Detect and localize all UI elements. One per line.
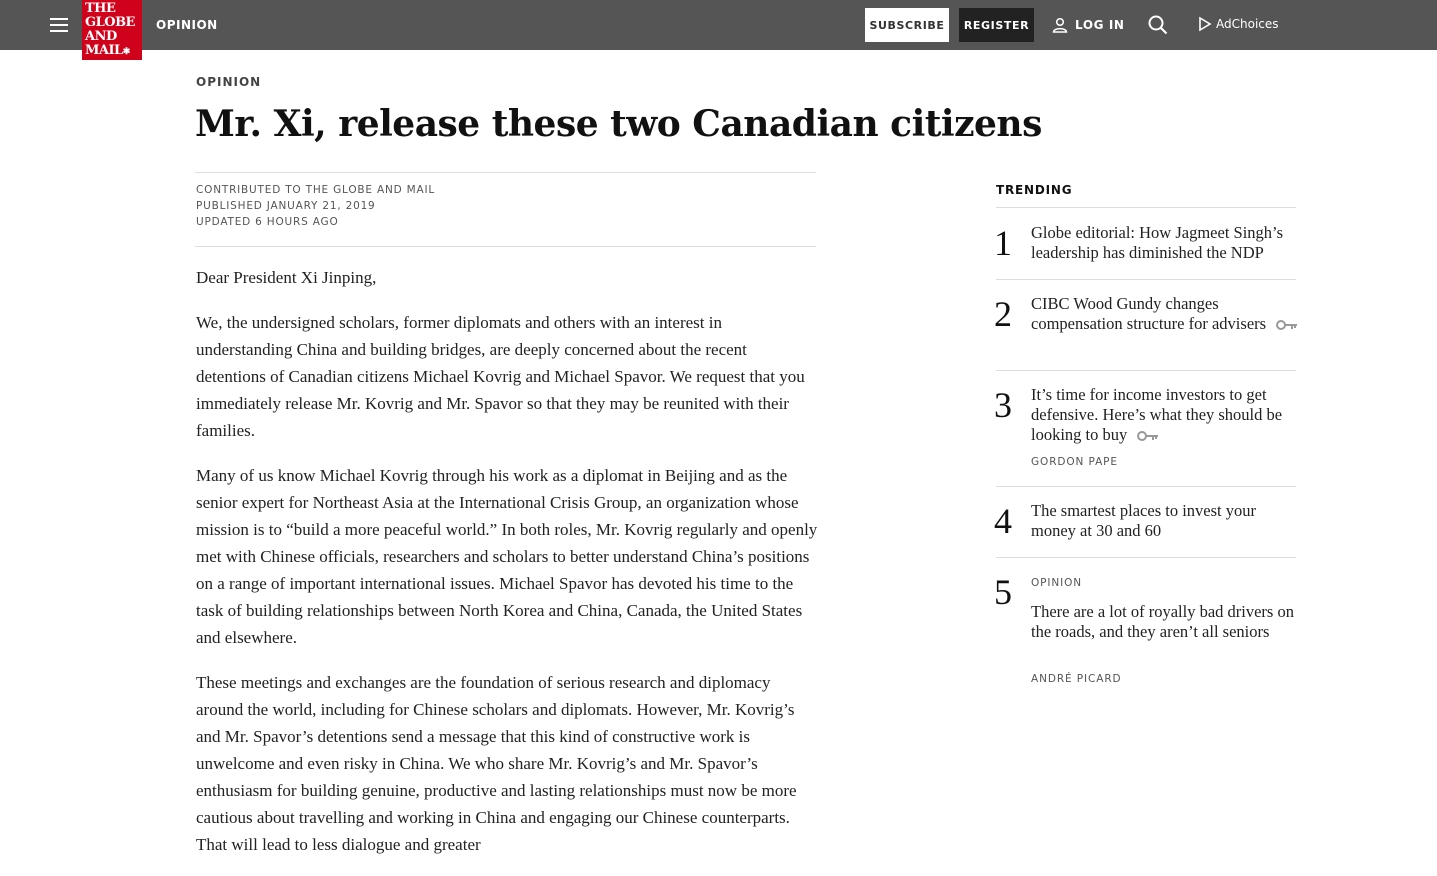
trending-item-link[interactable] — [1031, 385, 1299, 445]
logo-line: AND — [85, 29, 117, 44]
trending-author[interactable]: ANDRÉ PICARD — [1031, 673, 1122, 685]
subscriber-key-icon — [1276, 319, 1298, 331]
user-icon — [1052, 17, 1068, 33]
trending-item-text: It’s time for income investors to get defensive. Here’s what they should be looking to buy — [1031, 385, 1283, 444]
trending-title: TRENDING — [996, 183, 1073, 197]
article-body — [196, 264, 821, 876]
divider — [996, 279, 1296, 280]
article-kicker[interactable]: OPINION — [196, 75, 262, 89]
trending-item-kicker[interactable]: OPINION — [1031, 577, 1083, 589]
trending-item-link[interactable] — [1031, 294, 1299, 334]
logo-line: MAIL✱ — [85, 43, 130, 58]
article-published-date: PUBLISHED JANUARY 21, 2019 — [196, 200, 376, 212]
trending-item-link[interactable]: The smartest places to invest your money at 30 and 60 — [1031, 501, 1256, 540]
divider — [195, 246, 816, 247]
trending-item-link[interactable]: Globe editorial: How Jagmeet Singh’s leadership has diminished the NDP — [1031, 223, 1284, 262]
divider — [996, 207, 1296, 208]
article-contributor: CONTRIBUTED TO THE GLOBE AND MAIL — [196, 184, 436, 196]
divider — [996, 557, 1296, 558]
trending-rank: 5 — [994, 572, 1012, 612]
subscribe-button[interactable]: SUBSCRIBE — [865, 8, 949, 42]
login-button[interactable] — [1052, 16, 1125, 34]
trending-item-link[interactable]: There are a lot of royally bad drivers on the roads, and they aren’t all seniors — [1031, 602, 1294, 641]
article-paragraph: We, the undersigned scholars, former diplomats and others with an interest in understanding China and building bridges, are deeply concerned about the recent detentions of Canadian citizens Michael Kovrig and Michael Spavor. We request that you immediately release Mr. Kovrig and Mr. Spavor so that they may be reunited with their families. — [196, 313, 805, 440]
trending-rank: 4 — [994, 501, 1012, 541]
subscriber-key-icon — [1137, 430, 1159, 442]
article-headline: Mr. Xi, release these two Canadian citizens — [195, 103, 1042, 145]
trending-rank: 3 — [994, 385, 1012, 425]
trending-author[interactable]: GORDON PAPE — [1031, 456, 1118, 468]
section-opinion-link[interactable]: OPINION — [156, 18, 218, 32]
article-updated-date: UPDATED 6 HOURS AGO — [196, 216, 339, 228]
divider — [996, 370, 1296, 371]
trending-item-text: CIBC Wood Gundy changes compensation structure for advisers — [1031, 294, 1267, 333]
article-paragraph: Dear President Xi Jinping, — [196, 268, 377, 287]
search-icon[interactable] — [1148, 15, 1168, 35]
adchoices-icon — [1198, 16, 1212, 32]
trending-rank: 1 — [994, 223, 1012, 263]
login-label: LOG IN — [1075, 18, 1125, 32]
hamburger-menu-icon[interactable] — [48, 14, 70, 36]
adchoices-link[interactable] — [1198, 16, 1279, 32]
maple-leaf-icon: ✱ — [122, 47, 130, 57]
article-paragraph: These meetings and exchanges are the foundation of serious research and diplomacy around the world, including for Chinese scholars and diplomats. However, Mr. Kovrig’s and Mr. Spavor’s detentions send a message that this kind of constructive work is unwelcome and even risky in China. We who share Mr. Kovrig’s and Mr. Spavor’s enthusiasm for building genuine, productive and lasting relationships must now be more cautious about travelling and working in China and engaging our Chinese counterparts. That will lead to less dialogue and greater — [196, 673, 797, 854]
logo-line: GLOBE — [85, 15, 135, 30]
divider — [195, 172, 816, 173]
globe-and-mail-logo[interactable] — [82, 0, 142, 60]
article-paragraph: Many of us know Michael Kovrig through his work as a diplomat in Beijing and as the senior expert for Northeast Asia at the International Crisis Group, an organization whose mission is to “build a more peaceful world.” In both roles, Mr. Kovrig regularly and openly met with Chinese officials, researchers and scholars to better understand China’s positions on a range of important international issues. Michael Spavor has devoted his time to the task of building relationships between North Korea and China, Canada, the United States and elsewhere. — [196, 466, 818, 647]
adchoices-label: AdChoices — [1216, 17, 1279, 31]
register-button[interactable]: REGISTER — [959, 8, 1034, 42]
divider — [996, 486, 1296, 487]
top-navigation-bar — [0, 0, 1437, 58]
trending-rank: 2 — [994, 294, 1012, 334]
logo-line: THE — [85, 1, 116, 16]
